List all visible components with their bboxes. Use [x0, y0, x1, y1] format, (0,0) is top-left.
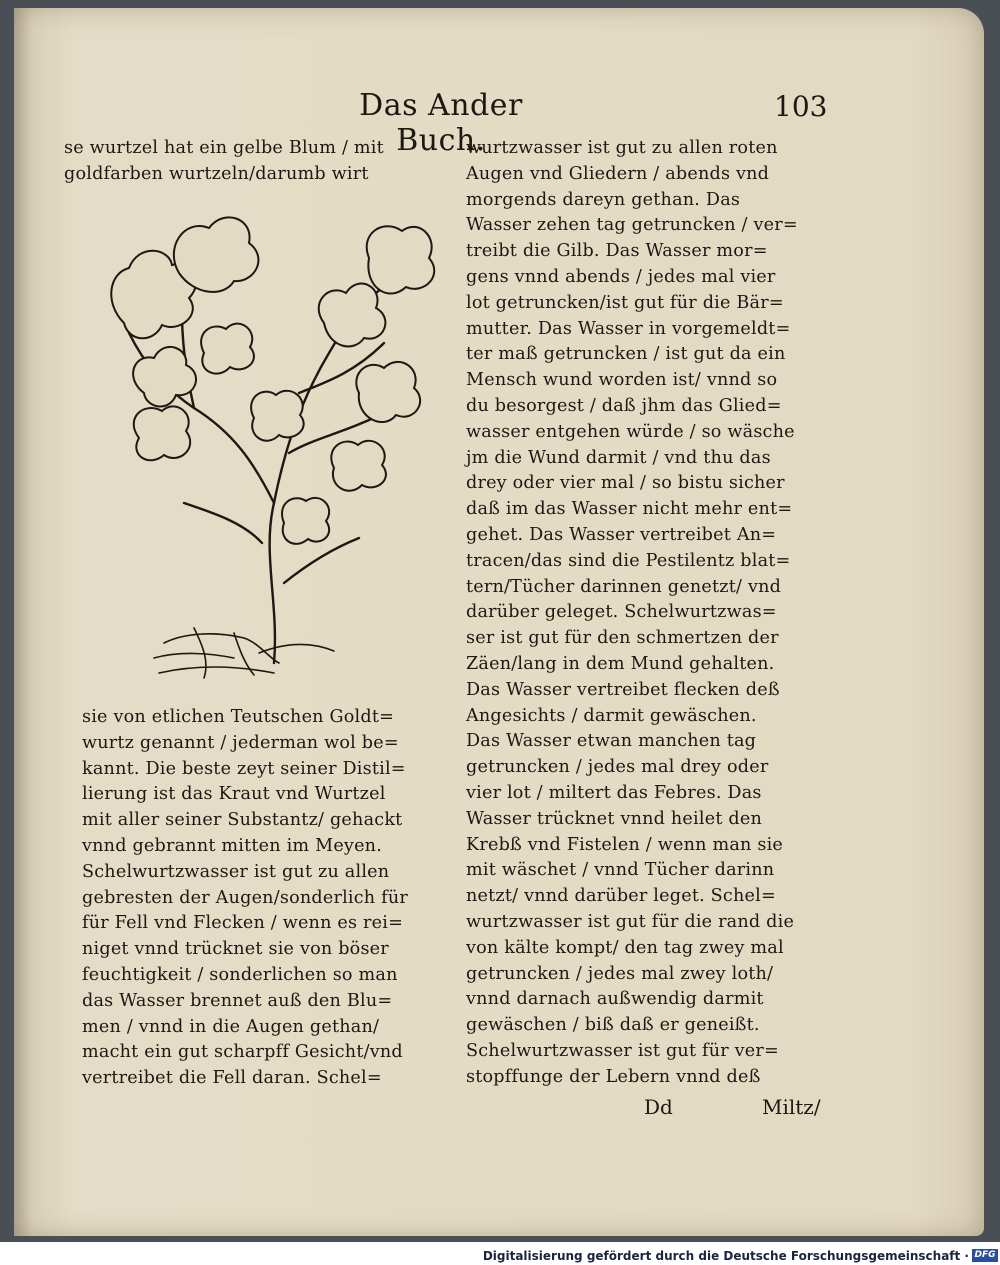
text-line: gens vnnd abends / jedes mal vier — [466, 266, 776, 287]
text-line: Schelwurtzwasser ist gut für ver= — [466, 1040, 779, 1061]
text-line: niget vnnd trücknet sie von böser — [82, 939, 389, 960]
credit-text: Digitalisierung gefördert durch die Deutsche Forschungsgemeinschaft · — [482, 1248, 969, 1263]
text-line: drey oder vier mal / so bistu sicher — [466, 473, 785, 494]
digitization-credit — [483, 1246, 1000, 1265]
text-line: morgends dareyn gethan. Das — [466, 189, 741, 210]
text-line: se wurtzel hat ein gelbe Blum / mit — [64, 138, 384, 158]
text-line: men / vnnd in die Augen gethan/ — [82, 1016, 380, 1037]
text-line: wurtzwasser ist gut für die rand die — [466, 911, 795, 932]
text-line: getruncken / jedes mal zwey loth/ — [466, 963, 774, 984]
text-line: lot getruncken/ist gut für die Bär= — [466, 292, 784, 313]
text-line: macht ein gut scharpff Gesicht/vnd — [82, 1042, 403, 1063]
text-line: vier lot / miltert das Febres. Das — [466, 782, 762, 803]
text-line: mit wäschet / vnnd Tücher darinn — [466, 860, 775, 881]
text-line: wurtzwasser ist gut zu allen roten — [466, 138, 778, 158]
text-line: daß im das Wasser nicht mehr ent= — [466, 499, 793, 520]
text-line: du besorgest / daß jhm das Glied= — [466, 395, 782, 416]
right-column — [466, 136, 846, 1090]
text-line: getruncken / jedes mal drey oder — [466, 757, 769, 778]
text-line: mit aller seiner Substantz/ gehackt — [82, 810, 403, 831]
text-line: Das Wasser vertreibet flecken deß — [466, 679, 780, 700]
text-line: tern/Tücher darinnen genetzt/ vnd — [466, 576, 782, 597]
text-line: wasser entgehen würde / so wäsche — [466, 421, 795, 442]
text-line: Angesichts / darmit gewäschen. — [466, 705, 757, 726]
text-line: Schelwurtzwasser ist gut zu allen — [82, 861, 390, 882]
text-line: tracen/das sind die Pestilentz blat= — [466, 550, 791, 571]
text-line: treibt die Gilb. Das Wasser mor= — [466, 241, 768, 262]
dfg-logo: DFG — [972, 1249, 998, 1262]
text-line: Das Wasser etwan manchen tag — [466, 731, 757, 752]
book-page — [14, 8, 984, 1236]
text-line: ter maß getruncken / ist gut da ein — [466, 344, 786, 365]
left-column-top — [64, 136, 444, 188]
text-line: Krebß vnd Fistelen / wenn man sie — [466, 834, 784, 855]
text-line: Wasser trücknet vnnd heilet den — [466, 808, 762, 829]
text-line: lierung ist das Kraut vnd Wurtzel — [82, 784, 386, 805]
left-column-bottom — [82, 705, 462, 1092]
text-line: Wasser zehen tag getruncken / ver= — [466, 215, 798, 236]
text-line: gehet. Das Wasser vertreibet An= — [466, 524, 777, 545]
text-line: goldfarben wurtzeln/darumb wirt — [64, 163, 369, 184]
text-line: gebresten der Augen/sonderlich für — [82, 887, 408, 908]
text-line: Zäen/lang in dem Mund gehalten. — [466, 653, 775, 674]
text-line: netzt/ vnnd darüber leget. Schel= — [466, 886, 776, 907]
text-line: für Fell vnd Flecken / wenn es rei= — [82, 913, 404, 934]
text-line: mutter. Das Wasser in vorgemeldt= — [466, 318, 791, 339]
text-line: vnnd darnach außwendig darmit — [466, 989, 764, 1010]
text-line: darüber geleget. Schelwurtzwas= — [466, 602, 777, 623]
text-line: feuchtigkeit / sonderlichen so man — [82, 964, 398, 985]
text-line: Mensch wund worden ist/ vnnd so — [466, 370, 778, 391]
running-head: Das Ander Buch. — [359, 88, 523, 158]
text-line: vertreibet die Fell daran. Schel= — [82, 1068, 382, 1089]
text-line: sie von etlichen Teutschen Goldt= — [82, 707, 395, 727]
text-line: jm die Wund darmit / vnd thu das — [466, 447, 771, 468]
catchword: Miltz/ — [762, 1095, 821, 1119]
text-line: Augen vnd Gliedern / abends vnd — [466, 163, 770, 184]
page-number: 103 — [774, 90, 828, 123]
text-line: wurtz genannt / jederman wol be= — [82, 732, 399, 753]
text-line: kannt. Die beste zeyt seiner Distil= — [82, 758, 406, 779]
celandine-plant-woodcut — [84, 203, 444, 683]
text-line: gewäschen / biß daß er geneißt. — [466, 1015, 760, 1036]
text-line: vnnd gebrannt mitten im Meyen. — [82, 835, 383, 856]
text-line: ser ist gut für den schmertzen der — [466, 628, 779, 649]
text-line: von kälte kompt/ den tag zwey mal — [466, 937, 784, 958]
text-line: das Wasser brennet auß den Blu= — [82, 990, 393, 1011]
signature-mark: Dd — [644, 1095, 673, 1119]
text-line: stopffunge der Lebern vnnd deß — [466, 1066, 761, 1087]
